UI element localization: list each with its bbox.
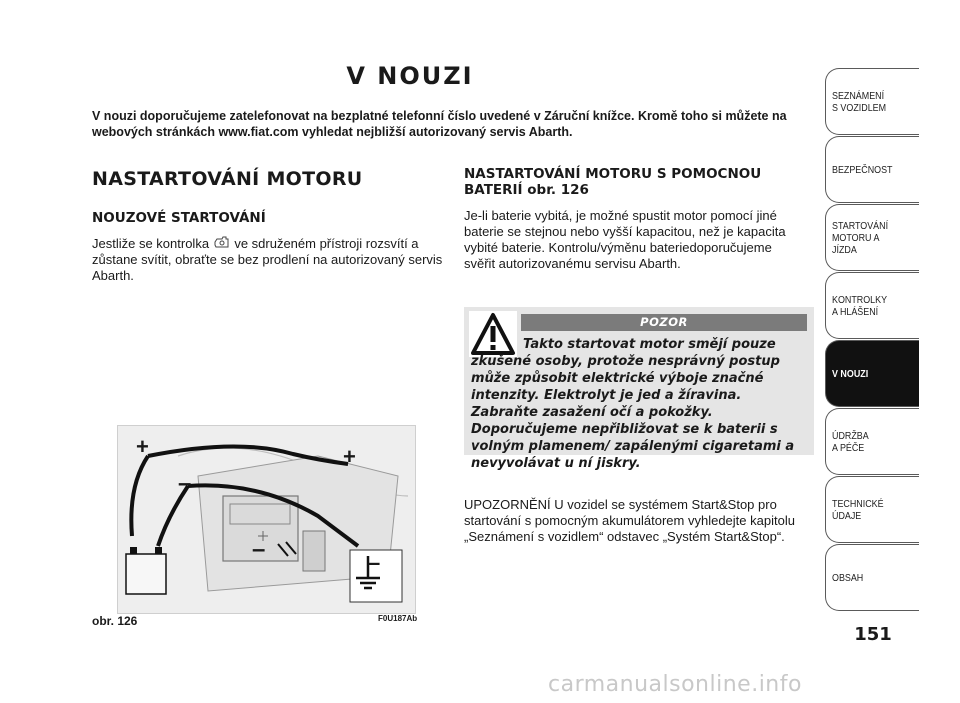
page-title: V NOUZI xyxy=(346,62,474,90)
text-after-icon: ve sdruženém přístroji rozsvítí a zůstane svítit, obraťte se bez prodlení na autorizovaný servis Abarth. xyxy=(92,236,443,283)
tab-bezpecnost[interactable] xyxy=(825,136,919,203)
tab-obsah[interactable] xyxy=(825,544,919,611)
emergency-start-text xyxy=(92,236,444,284)
watermark: carmanualsonline.info xyxy=(548,672,802,697)
warning-text: Takto startovat motor smějí pouze zkušené osoby, protože nesprávný postup může způsobit elektrické výboje značné intenzity. Elektrolyt je jed a žíravina. Zabraňte zasažení očí a pokožky. Doporučujeme nepřibližovat se k baterii s volným plamenem/ zapálenými cigaretami a nevyvolávat u ní jiskry. xyxy=(471,337,795,471)
tab-label: STARTOVÁNÍ MOTORU A JÍZDA xyxy=(832,219,889,256)
positive-terminal-label-2: + xyxy=(343,444,356,469)
tab-kontrolky[interactable] xyxy=(825,272,919,339)
tab-label: OBSAH xyxy=(832,571,864,584)
ground-minus-label: – xyxy=(368,550,381,575)
tab-udrzba[interactable] xyxy=(825,408,919,475)
subsection-heading: NOUZOVÉ STARTOVÁNÍ xyxy=(92,210,266,226)
warning-label: POZOR xyxy=(521,314,807,331)
section-heading: NASTARTOVÁNÍ MOTORU xyxy=(92,168,363,190)
jump-start-figure xyxy=(117,425,416,614)
positive-terminal-label: + xyxy=(136,434,149,459)
note-paragraph: UPOZORNĚNÍ U vozidel se systémem Start&Stop pro startování s pomocným akumulátorem vyhledejte kapitolu „Seznámení s vozidlem“ odstavec „Systém Start&Stop“. xyxy=(464,497,795,544)
text-before-icon: Jestliže se kontrolka xyxy=(92,236,210,251)
tab-label: TECHNICKÉ ÚDAJE xyxy=(832,497,884,522)
tab-label: SEZNÁMENÍ S VOZIDLEM xyxy=(832,89,887,114)
tab-label: BEZPEČNOST xyxy=(832,163,893,176)
tab-label: V NOUZI xyxy=(832,367,869,380)
jump-start-illustration xyxy=(118,426,415,613)
intro-paragraph: V nouzi doporučujeme zatelefonovat na bezplatné telefonní číslo uvedené v Záruční knížce. Kromě toho si můžete na webových stránkách www.fiat.com vyhledat nejbližší autorizovaný servis Abarth. xyxy=(92,109,787,139)
page-number: 151 xyxy=(854,624,892,645)
tab-v-nouzi[interactable] xyxy=(825,340,919,407)
tab-label: KONTROLKY A HLÁŠENÍ xyxy=(832,293,888,318)
negative-terminal-label-2: – xyxy=(252,536,266,563)
tab-seznameni[interactable] xyxy=(825,68,919,135)
tab-label: ÚDRŽBA A PÉČE xyxy=(832,429,869,454)
tab-technicke-udaje[interactable] xyxy=(825,476,919,543)
figure-code: F0U187Ab xyxy=(378,614,418,623)
tab-startovani[interactable] xyxy=(825,204,919,271)
negative-terminal-label: – xyxy=(178,470,192,497)
jump-start-heading: NASTARTOVÁNÍ MOTORU S POMOCNOU BATERIÍ obr. 126 xyxy=(464,166,762,198)
figure-caption: obr. 126 xyxy=(92,614,138,628)
jump-start-text: Je-li baterie vybitá, je možné spustit motor pomocí jiné baterie se stejnou nebo vyšší kapacitou, než je kapacita vybité baterie. Kontrolu/výměnu bateriedoporučujeme svěřit autorizovanému servisu Abarth. xyxy=(464,208,786,271)
engine-immobilizer-lamp-icon xyxy=(213,236,231,250)
